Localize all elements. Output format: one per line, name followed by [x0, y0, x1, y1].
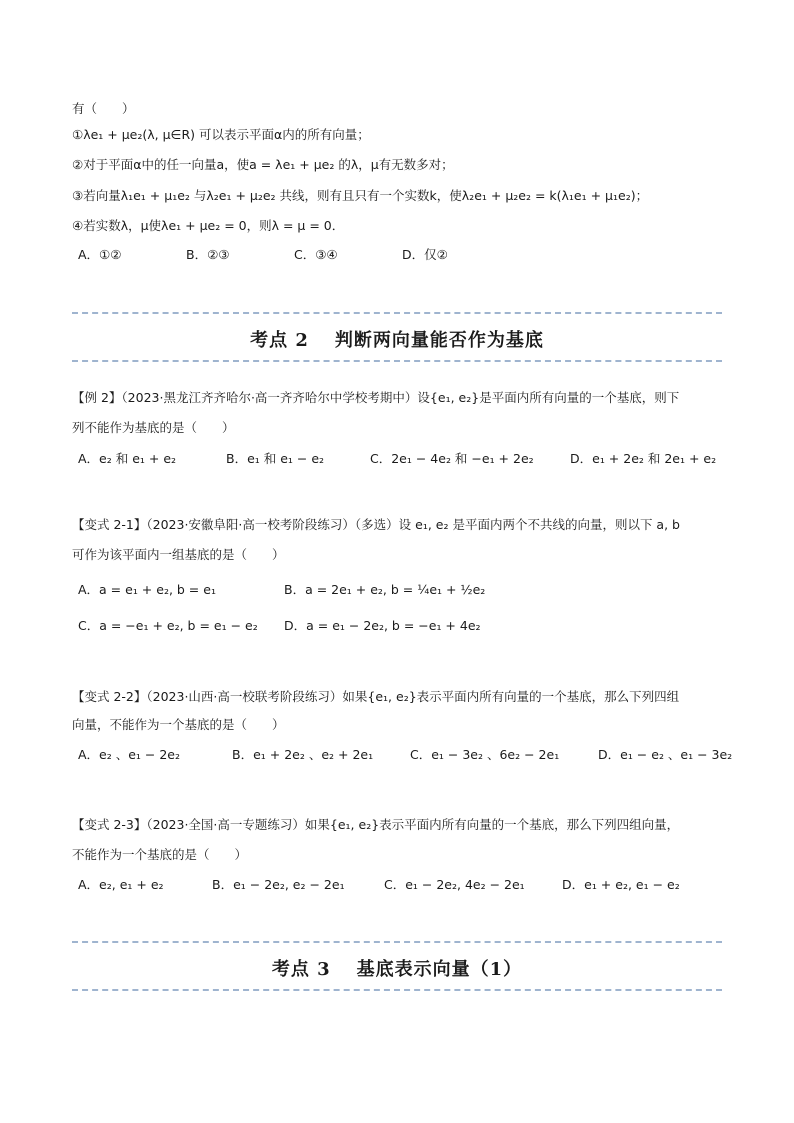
example-2-option-a: A．e₂ 和 e₁ + e₂ — [78, 451, 177, 466]
section-3-heading — [0, 955, 794, 981]
section-3-divider-bottom — [72, 989, 722, 991]
variant-2-3-options — [78, 876, 728, 894]
variant-2-3-option-b: B．e₁ − 2e₂, e₂ − 2e₁ — [212, 877, 345, 892]
variant-2-3-line-1: 【变式 2-3】（2023·全国·高一专题练习）如果{e₁, e₂}表示平面内所有向量的一个基底，那么下列四组向量， — [72, 817, 680, 832]
example-2-option-b: B．e₁ 和 e₁ − e₂ — [226, 451, 325, 466]
variant-2-2-option-a: A．e₂ 、e₁ − 2e₂ — [78, 747, 181, 762]
variant-2-1-option-b: B．a = 2e₁ + e₂, b = ¼e₁ + ½e₂ — [284, 582, 486, 597]
example-2-option-d: D．e₁ + 2e₂ 和 2e₁ + e₂ — [570, 451, 717, 466]
variant-2-2-option-b: B．e₁ + 2e₂ 、e₂ + 2e₁ — [232, 747, 374, 762]
variant-2-2-line-1: 【变式 2-2】（2023·山西·高一校联考阶段练习）如果{e₁, e₂}表示平面内所有向量的一个基底，那么下列四组 — [72, 689, 680, 704]
section-3-divider-top — [72, 941, 722, 943]
variant-2-1-option-a: A．a = e₁ + e₂, b = e₁ — [78, 582, 216, 597]
q1-option-a: A．①② — [78, 247, 122, 262]
variant-2-2-option-d: D．e₁ − e₂ 、e₁ − 3e₂ — [598, 747, 733, 762]
variant-2-3-option-d: D．e₁ + e₂, e₁ − e₂ — [562, 877, 680, 892]
section-divider-bottom — [72, 360, 722, 362]
section-3-title: 基底表示向量（1） — [356, 959, 523, 980]
q1-option-d: D．仅② — [402, 247, 448, 262]
variant-2-2-option-c: C．e₁ − 3e₂ 、6e₂ − 2e₁ — [410, 747, 560, 762]
section-divider-top — [72, 312, 722, 314]
example-2-line-1: 【例 2】（2023·黑龙江齐齐哈尔·高一齐齐哈尔中学校考期中）设{e₁, e₂}是平面内所有向量的一个基底，则下 — [72, 390, 680, 405]
variant-2-1-line-1: 【变式 2-1】（2023·安徽阜阳·高一校考阶段练习）（多选）设 e₁, e₂ 是平面内两个不共线的向量，则以下 a, b — [72, 517, 680, 532]
q1-option-c: C．③④ — [294, 247, 338, 262]
q1-statement-4: ④若实数λ，μ使λe₁ + μe₂ = 0，则λ = μ = 0． — [72, 218, 345, 233]
variant-2-3-option-a: A．e₂, e₁ + e₂ — [78, 877, 164, 892]
section-2-heading — [0, 326, 794, 352]
variant-2-2-options — [78, 746, 733, 764]
variant-2-1-option-c: C．a = −e₁ + e₂, b = e₁ − e₂ — [78, 618, 258, 633]
q1-stem-end: 有（ ） — [72, 101, 135, 116]
variant-2-3-option-c: C．e₁ − 2e₂, 4e₂ − 2e₁ — [384, 877, 525, 892]
q1-statement-3: ③若向量λ₁e₁ + μ₁e₂ 与λ₂e₁ + μ₂e₂ 共线，则有且只有一个实数k，使λ₂e₁ + μ₂e₂ = k(λ₁e₁ + μ₁e₂)； — [72, 188, 649, 203]
example-2-line-2: 列不能作为基底的是（ ） — [72, 420, 235, 435]
section-3-number: 考点 3 — [271, 959, 331, 980]
variant-2-3-line-2: 不能作为一个基底的是（ ） — [72, 847, 248, 862]
section-2-title: 判断两向量能否作为基底 — [334, 330, 544, 351]
q1-statement-1: ①λe₁ + μe₂(λ, μ∈R) 可以表示平面α内的所有向量； — [72, 127, 370, 142]
q1-options — [78, 246, 728, 264]
variant-2-1-line-2: 可作为该平面内一组基底的是（ ） — [72, 547, 285, 562]
example-2-option-c: C．2e₁ − 4e₂ 和 −e₁ + 2e₂ — [370, 451, 534, 466]
example-2-options — [78, 450, 728, 468]
variant-2-2-line-2: 向量，不能作为一个基底的是（ ） — [72, 717, 285, 732]
q1-statement-2: ②对于平面α中的任一向量a，使a = λe₁ + μe₂ 的λ，μ有无数多对； — [72, 157, 454, 172]
variant-2-1-option-d: D．a = e₁ − 2e₂, b = −e₁ + 4e₂ — [284, 618, 481, 633]
q1-option-b: B．②③ — [186, 247, 230, 262]
section-2-number: 考点 2 — [250, 330, 309, 351]
